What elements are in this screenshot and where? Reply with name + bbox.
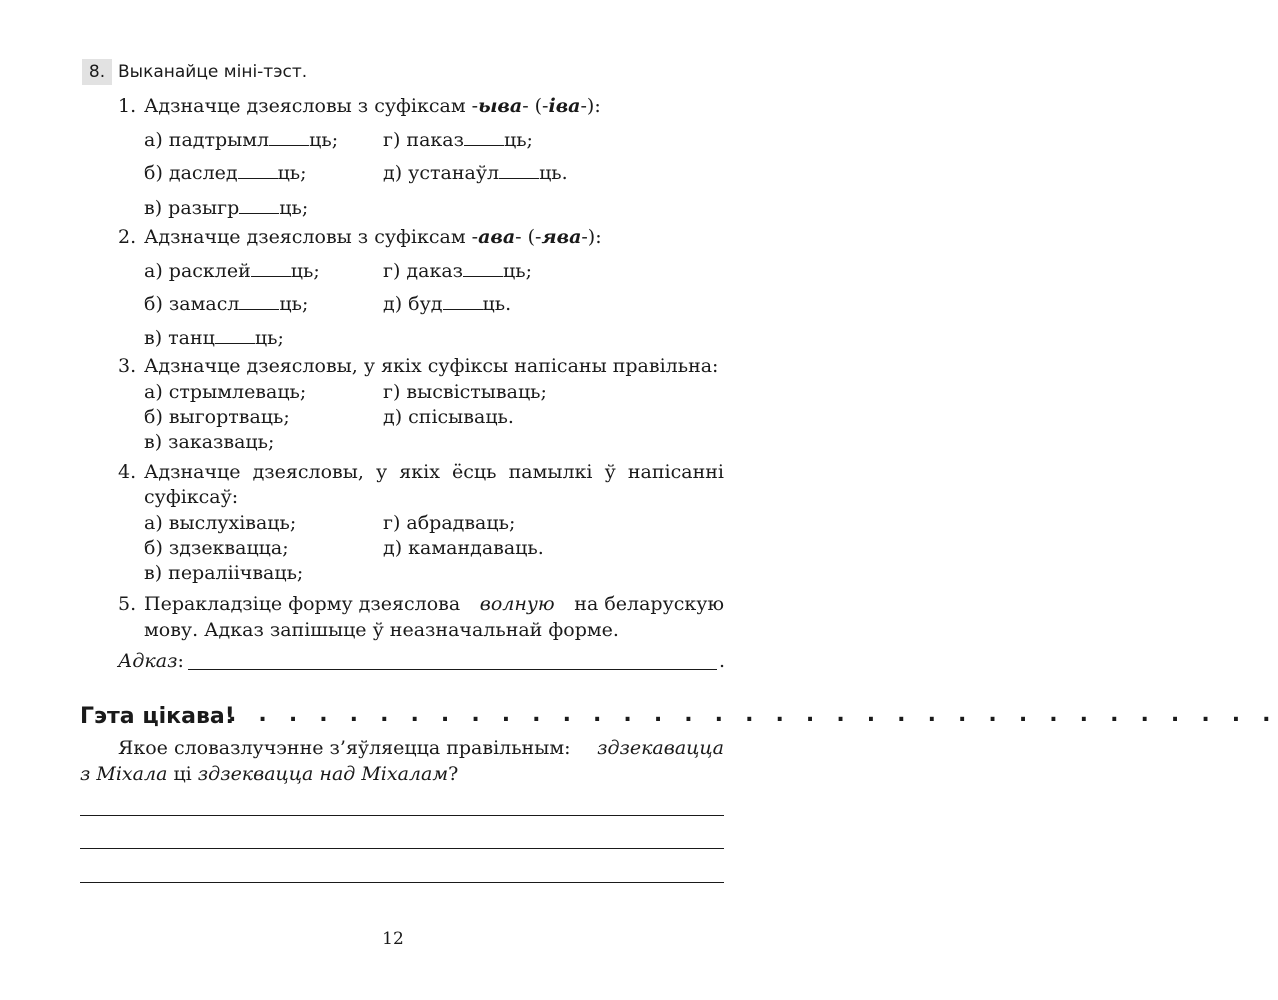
question-text: - (- xyxy=(522,95,549,117)
suffix: ява xyxy=(541,226,582,248)
option[interactable]: г) высвістываць; xyxy=(383,381,547,403)
option[interactable]: д) камандаваць. xyxy=(383,537,544,559)
option: а) падтрымл ць; xyxy=(144,129,339,151)
fill-in-blank[interactable] xyxy=(463,258,503,277)
option: д) устанаўл ць. xyxy=(383,162,568,184)
option: б) дaслед ць; xyxy=(144,162,307,184)
question-1 xyxy=(118,94,601,119)
question-number: 5. xyxy=(118,593,137,615)
exercise-title: Выканайце міні-тэст. xyxy=(118,62,308,82)
question-number: 4. xyxy=(118,461,137,483)
question-text: Адзначце дзеясловы з суфіксам - xyxy=(144,95,479,117)
option[interactable]: б) выгортваць; xyxy=(144,406,290,428)
option: д) буд ць. xyxy=(383,293,512,315)
option: г) даказ ць; xyxy=(383,260,532,282)
suffix: іва xyxy=(548,95,581,117)
question-2 xyxy=(118,225,602,250)
dotted-leader: . . . . . . . . . . . . . . . . . . . . . . . . . . . . . . . . . . . xyxy=(228,702,1278,727)
question-text: - (- xyxy=(515,226,542,248)
fill-in-blank[interactable] xyxy=(269,127,309,146)
question-number: 2. xyxy=(118,226,137,248)
question-5 xyxy=(118,592,724,617)
fill-in-blank[interactable] xyxy=(499,160,539,179)
fill-in-blank[interactable] xyxy=(443,291,483,310)
interesting-line-1 xyxy=(80,736,724,761)
question-text: Адзначце дзеясловы, у якіх суфіксы напісаны правільна: xyxy=(144,355,719,377)
question-4 xyxy=(118,460,724,485)
option: в) разыгр ць; xyxy=(144,197,309,219)
writing-line[interactable] xyxy=(80,848,724,849)
section-title: Гэта цікава! xyxy=(80,704,235,729)
suffix: ыва xyxy=(478,95,523,117)
question-text-cont: суфіксаў: xyxy=(144,486,239,508)
italic-word: волную xyxy=(479,593,555,615)
option[interactable]: в) заказваць; xyxy=(144,431,275,453)
question-text: Адзначце дзеясловы, у якіх ёсць памылкі ў напісанні xyxy=(144,461,724,483)
fill-in-blank[interactable] xyxy=(239,195,279,214)
answer-label: Адказ: xyxy=(118,650,184,672)
fill-in-blank[interactable] xyxy=(238,160,278,179)
italic-phrase: здзекавацца xyxy=(597,737,724,759)
question-text: на беларускую xyxy=(574,593,724,615)
option[interactable]: б) здзекваццa; xyxy=(144,537,289,559)
question-text: -): xyxy=(580,95,601,117)
option[interactable]: д) спісываць. xyxy=(383,406,514,428)
page-number: 12 xyxy=(382,929,404,949)
option[interactable]: в) пераліічваць; xyxy=(144,562,304,584)
question-text-cont: мову. Адказ запішыце ў неазначальнай форме. xyxy=(144,619,619,641)
answer-input-line[interactable] xyxy=(188,669,717,670)
fill-in-blank[interactable] xyxy=(239,291,279,310)
fill-in-blank[interactable] xyxy=(464,127,504,146)
body-text: Якое словазлучэнне з’яўляецца правільным: xyxy=(118,737,571,759)
question-3 xyxy=(118,354,718,379)
option: б) замасл ць; xyxy=(144,293,309,315)
question-text: -): xyxy=(581,226,602,248)
option: г) паказ ць; xyxy=(383,129,533,151)
question-text: Перакладзіце форму дзеяслова xyxy=(144,593,461,615)
writing-line[interactable] xyxy=(80,882,724,883)
answer-end-dot: . xyxy=(719,650,726,672)
option[interactable]: а) выслухіваць; xyxy=(144,512,297,534)
option: в) танц ць; xyxy=(144,327,284,349)
fill-in-blank[interactable] xyxy=(215,325,255,344)
option: а) расклей ць; xyxy=(144,260,320,282)
fill-in-blank[interactable] xyxy=(251,258,291,277)
question-number: 1. xyxy=(118,95,137,117)
interesting-line-2: з Міхала ці здзеквацца над Міхалам? xyxy=(80,763,459,785)
question-number: 3. xyxy=(118,355,137,377)
option[interactable]: а) стрымлеваць; xyxy=(144,381,307,403)
suffix: ава xyxy=(478,226,516,248)
question-text: Адзначце дзеясловы з суфіксам - xyxy=(144,226,479,248)
option[interactable]: г) абрадваць; xyxy=(383,512,516,534)
exercise-number: 8. xyxy=(82,59,112,85)
writing-line[interactable] xyxy=(80,815,724,816)
